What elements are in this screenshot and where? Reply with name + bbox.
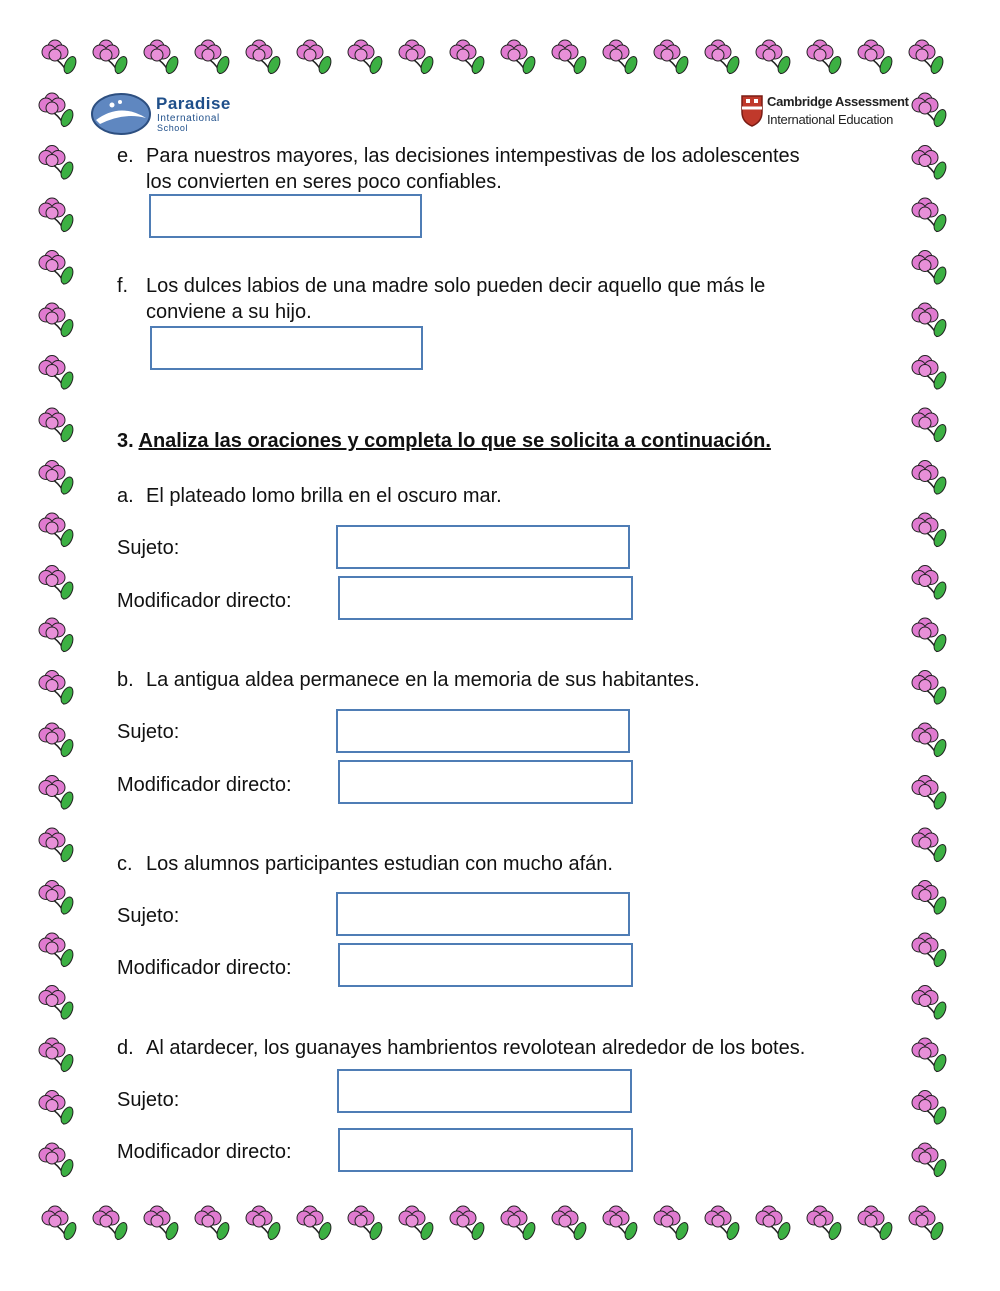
school-line3: School bbox=[157, 123, 189, 133]
flower-decoration bbox=[39, 723, 75, 758]
item-text-line2: conviene a su hijo. bbox=[146, 301, 312, 323]
flower-decoration bbox=[756, 1206, 792, 1241]
flower-decoration bbox=[807, 40, 843, 75]
flower-decoration bbox=[39, 303, 75, 338]
flower-decoration bbox=[450, 1206, 486, 1241]
sentence-c bbox=[117, 851, 917, 879]
flower-decoration bbox=[144, 40, 180, 75]
flower-decoration bbox=[39, 146, 75, 181]
modificador-label: Modificador directo: bbox=[117, 957, 292, 979]
flower-decoration bbox=[297, 1206, 333, 1241]
flower-decoration bbox=[912, 1143, 948, 1178]
flower-decoration bbox=[912, 513, 948, 548]
item-text-line1: Para nuestros mayores, las decisiones intempestivas de los adolescentes bbox=[146, 145, 800, 167]
item-text-line1: Los dulces labios de una madre solo pueden decir aquello que más le bbox=[146, 275, 766, 297]
flower-decoration bbox=[912, 408, 948, 443]
cambridge-line1: Cambridge Assessment bbox=[767, 94, 909, 109]
flower-decoration bbox=[246, 1206, 282, 1241]
sentence-text: El plateado lomo brilla en el oscuro mar. bbox=[146, 485, 502, 507]
flower-decoration bbox=[912, 198, 948, 233]
flower-decoration bbox=[909, 40, 945, 75]
answer-box-e[interactable] bbox=[149, 194, 422, 238]
sujeto-answer-box-c[interactable] bbox=[336, 892, 630, 936]
item-marker: e. bbox=[117, 145, 134, 167]
flower-decoration bbox=[912, 461, 948, 496]
section-title: Analiza las oraciones y completa lo que se solicita a continuación. bbox=[138, 430, 771, 452]
flower-decoration bbox=[912, 146, 948, 181]
flower-decoration bbox=[39, 1091, 75, 1126]
sentence-text: La antigua aldea permanece en la memoria de sus habitantes. bbox=[146, 669, 700, 691]
flower-decoration bbox=[912, 986, 948, 1021]
flower-decoration bbox=[807, 1206, 843, 1241]
flower-decoration bbox=[858, 40, 894, 75]
paradise-school-logo bbox=[90, 92, 260, 136]
flower-decoration bbox=[912, 303, 948, 338]
sujeto-label: Sujeto: bbox=[117, 1089, 180, 1111]
flower-decoration bbox=[39, 828, 75, 863]
flower-decoration bbox=[39, 513, 75, 548]
flower-decoration bbox=[399, 1206, 435, 1241]
flower-decoration bbox=[552, 1206, 588, 1241]
sentence-marker: a. bbox=[117, 485, 134, 507]
sujeto-answer-box-d[interactable] bbox=[337, 1069, 632, 1113]
modificador-answer-box-a[interactable] bbox=[338, 576, 633, 620]
flower-decoration bbox=[912, 828, 948, 863]
modificador-label: Modificador directo: bbox=[117, 590, 292, 612]
flower-decoration bbox=[39, 408, 75, 443]
flower-decoration bbox=[39, 618, 75, 653]
sentence-marker: d. bbox=[117, 1037, 134, 1059]
flower-decoration bbox=[501, 1206, 537, 1241]
sentence-b bbox=[117, 667, 917, 695]
flower-decoration bbox=[39, 776, 75, 811]
flower-decoration bbox=[552, 40, 588, 75]
flower-decoration bbox=[39, 933, 75, 968]
flower-decoration bbox=[39, 1038, 75, 1073]
modificador-answer-box-d[interactable] bbox=[338, 1128, 633, 1172]
flower-decoration bbox=[705, 1206, 741, 1241]
cambridge-line2: International Education bbox=[767, 112, 894, 127]
flower-decoration bbox=[912, 356, 948, 391]
flower-decoration bbox=[39, 461, 75, 496]
flower-decoration bbox=[348, 40, 384, 75]
flower-decoration bbox=[348, 1206, 384, 1241]
flower-decoration bbox=[39, 198, 75, 233]
flower-decoration bbox=[912, 671, 948, 706]
sentence-marker: c. bbox=[117, 853, 133, 875]
flower-decoration bbox=[144, 1206, 180, 1241]
flower-decoration bbox=[603, 40, 639, 75]
flower-decoration bbox=[93, 40, 129, 75]
sujeto-label: Sujeto: bbox=[117, 721, 180, 743]
modificador-answer-box-c[interactable] bbox=[338, 943, 633, 987]
flower-decoration bbox=[39, 251, 75, 286]
flower-decoration bbox=[912, 933, 948, 968]
flower-decoration bbox=[195, 40, 231, 75]
flower-decoration bbox=[297, 40, 333, 75]
modificador-answer-box-b[interactable] bbox=[338, 760, 633, 804]
flower-decoration bbox=[705, 40, 741, 75]
flower-decoration bbox=[93, 1206, 129, 1241]
flower-decoration bbox=[912, 566, 948, 601]
flower-decoration bbox=[912, 1091, 948, 1126]
sentence-text: Al atardecer, los guanayes hambrientos revolotean alrededor de los botes. bbox=[146, 1037, 806, 1059]
flower-decoration bbox=[912, 251, 948, 286]
flower-decoration bbox=[246, 40, 282, 75]
sujeto-answer-box-a[interactable] bbox=[336, 525, 630, 569]
flower-decoration bbox=[858, 1206, 894, 1241]
flower-decoration bbox=[42, 40, 78, 75]
flower-decoration bbox=[39, 93, 75, 128]
flower-decoration bbox=[654, 1206, 690, 1241]
item-text-line2: los convierten en seres poco confiables. bbox=[146, 171, 502, 193]
flower-decoration bbox=[195, 1206, 231, 1241]
modificador-label: Modificador directo: bbox=[117, 774, 292, 796]
cambridge-logo bbox=[740, 94, 910, 132]
flower-decoration bbox=[912, 881, 948, 916]
modificador-label: Modificador directo: bbox=[117, 1141, 292, 1163]
flower-decoration bbox=[42, 1206, 78, 1241]
sentence-marker: b. bbox=[117, 669, 134, 691]
section-number: 3. bbox=[117, 430, 134, 452]
flower-decoration bbox=[912, 1038, 948, 1073]
cambridge-shield-icon bbox=[740, 94, 764, 128]
sujeto-label: Sujeto: bbox=[117, 905, 180, 927]
flower-decoration bbox=[912, 618, 948, 653]
school-name: Paradise bbox=[156, 94, 231, 113]
flower-decoration bbox=[39, 881, 75, 916]
flower-decoration bbox=[909, 1206, 945, 1241]
flower-decoration bbox=[39, 671, 75, 706]
answer-box-f[interactable] bbox=[150, 326, 423, 370]
flower-decoration bbox=[450, 40, 486, 75]
flower-decoration bbox=[603, 1206, 639, 1241]
flower-decoration bbox=[756, 40, 792, 75]
flower-decoration bbox=[501, 40, 537, 75]
flower-decoration bbox=[912, 723, 948, 758]
school-line2: International bbox=[157, 113, 220, 124]
sujeto-label: Sujeto: bbox=[117, 537, 180, 559]
sentence-d bbox=[117, 1035, 917, 1063]
item-f bbox=[117, 273, 917, 333]
flower-decoration bbox=[39, 566, 75, 601]
flower-decoration bbox=[654, 40, 690, 75]
sentence-text: Los alumnos participantes estudian con mucho afán. bbox=[146, 853, 613, 875]
sentence-a bbox=[117, 483, 917, 511]
flower-decoration bbox=[912, 93, 948, 128]
item-marker: f. bbox=[117, 275, 129, 297]
paradise-globe-icon bbox=[90, 92, 152, 136]
flower-decoration bbox=[39, 986, 75, 1021]
flower-decoration bbox=[39, 1143, 75, 1178]
flower-decoration bbox=[912, 776, 948, 811]
sujeto-answer-box-b[interactable] bbox=[336, 709, 630, 753]
flower-decoration bbox=[399, 40, 435, 75]
section-3-heading bbox=[117, 430, 771, 453]
flower-decoration bbox=[39, 356, 75, 391]
